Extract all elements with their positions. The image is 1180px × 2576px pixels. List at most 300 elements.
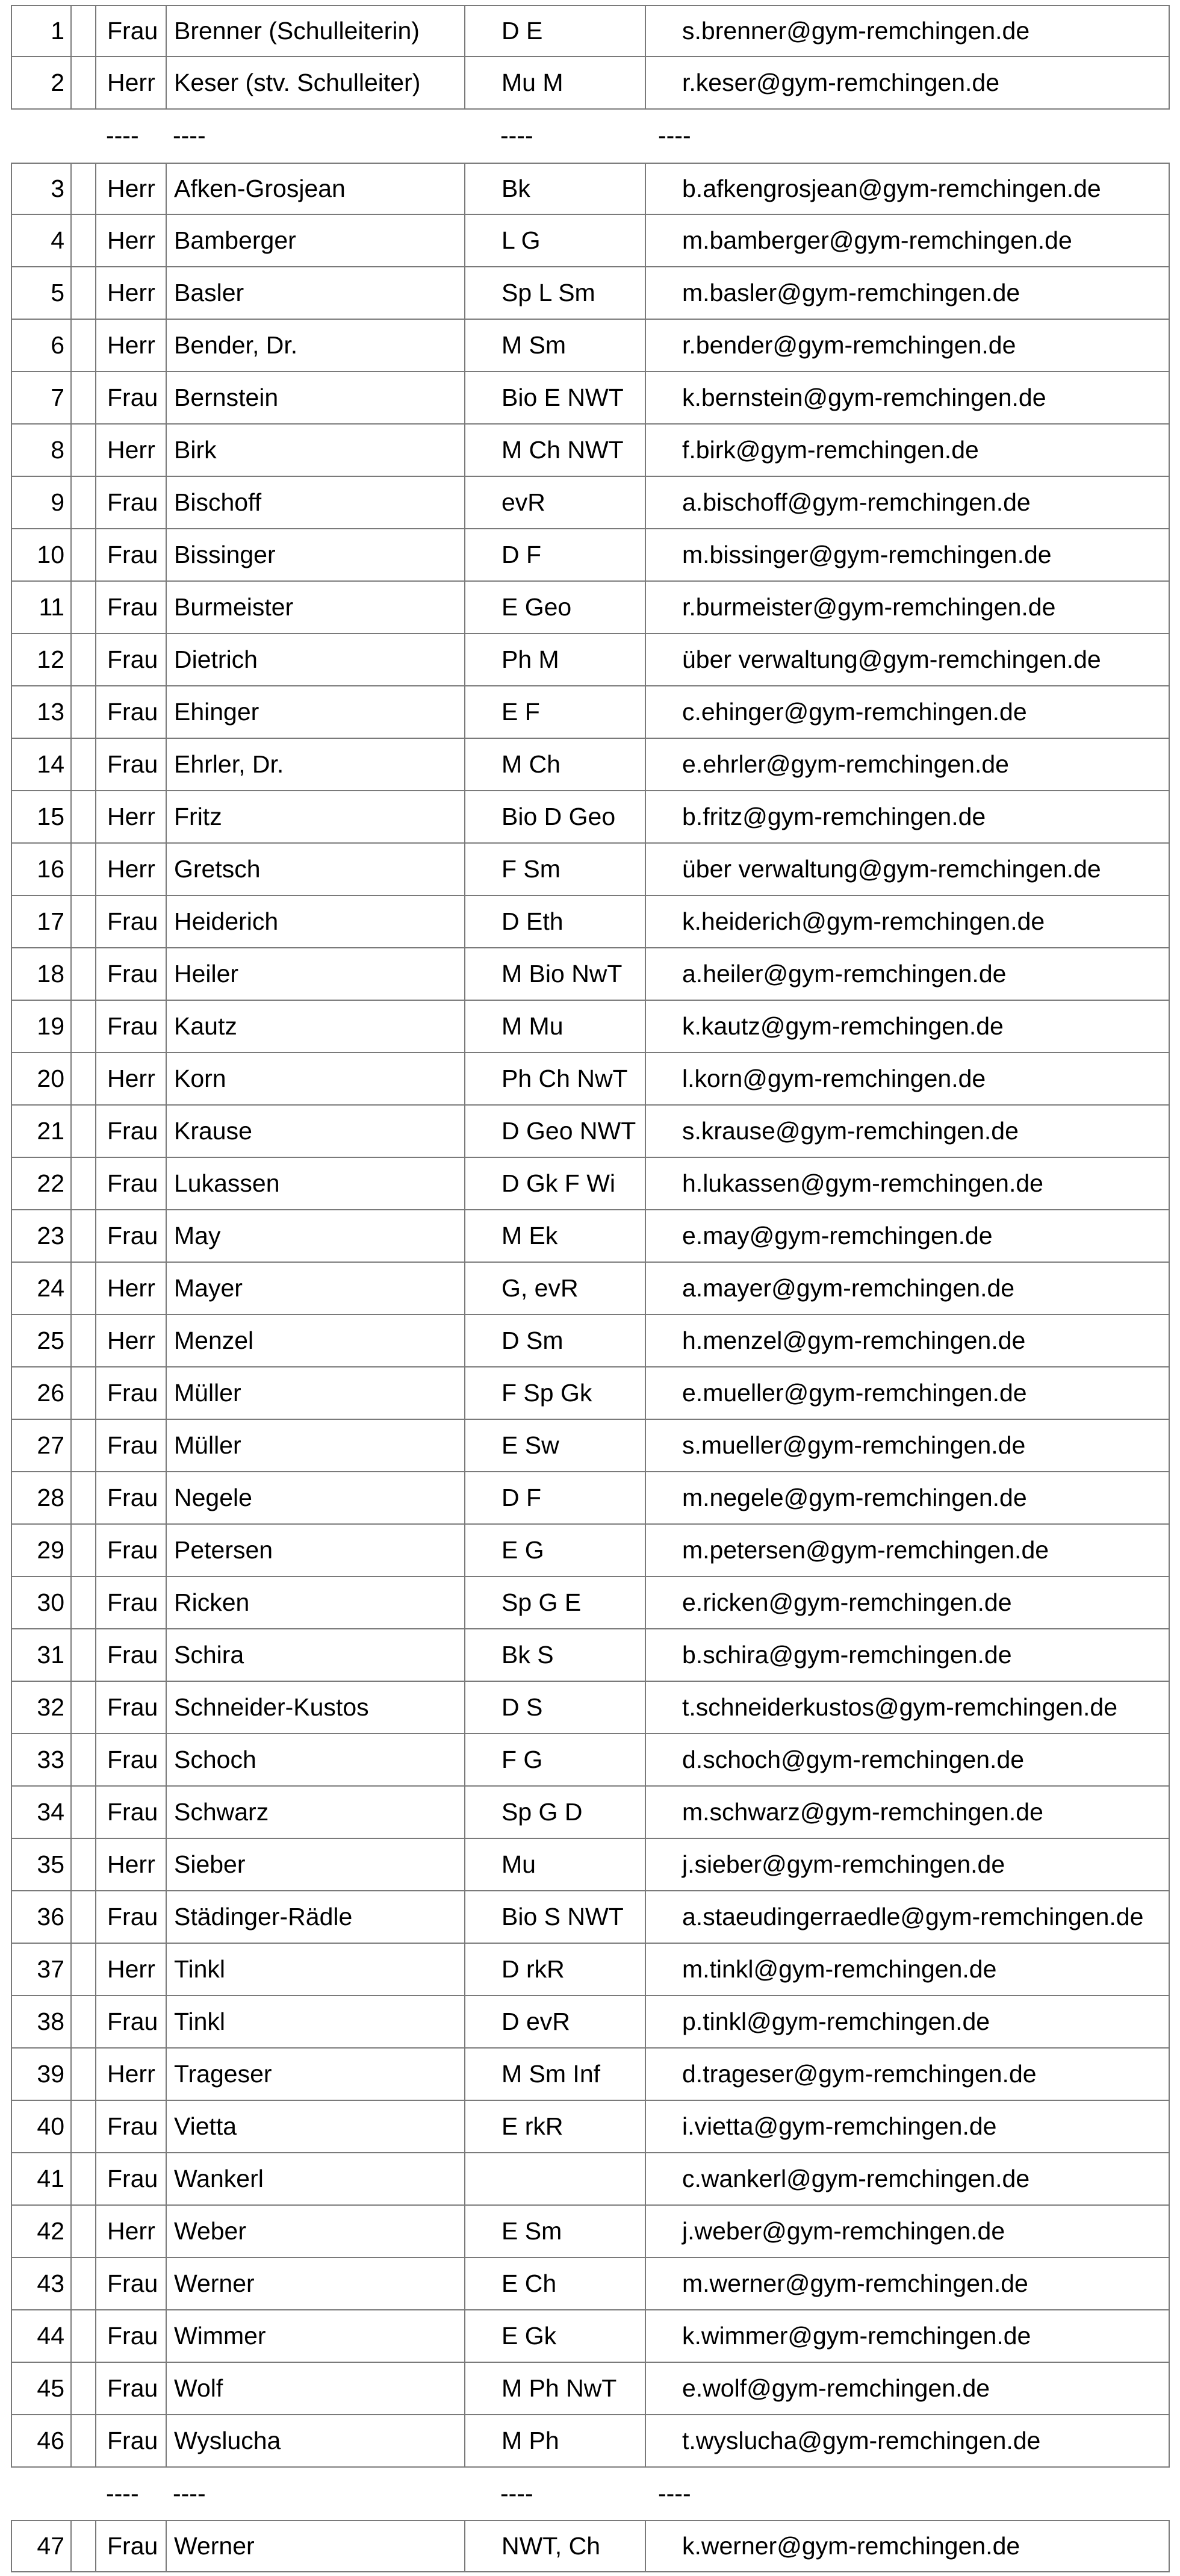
row-number: 33 <box>12 1734 72 1785</box>
email-link[interactable]: f.birk@gym-remchingen.de <box>682 436 979 464</box>
empty-cell <box>72 1577 96 1628</box>
email-link[interactable]: k.wimmer@gym-remchingen.de <box>682 2322 1031 2350</box>
subjects: D Gk F Wi <box>465 1158 646 1209</box>
salutation: Frau <box>96 686 167 738</box>
table-row <box>11 896 1170 948</box>
teacher-name: Bischoff <box>167 477 465 528</box>
subjects: M Sm <box>465 320 646 371</box>
table-row <box>11 2310 1170 2363</box>
subjects: D evR <box>465 1996 646 2047</box>
empty-cell <box>72 948 96 1000</box>
empty-cell <box>72 1996 96 2047</box>
salutation: Frau <box>96 2415 167 2466</box>
table-row <box>11 1210 1170 1263</box>
separator-email: ---- <box>658 122 691 149</box>
row-number: 27 <box>12 1420 72 1471</box>
table-row <box>11 1787 1170 1839</box>
subjects: M Bio NwT <box>465 948 646 1000</box>
empty-cell <box>72 425 96 476</box>
row-number: 39 <box>12 2049 72 2100</box>
table-row <box>11 372 1170 425</box>
salutation: Frau <box>96 1106 167 1157</box>
empty-cell <box>72 1629 96 1681</box>
salutation: Frau <box>96 1367 167 1419</box>
table-row <box>11 634 1170 686</box>
email-link[interactable]: m.petersen@gym-remchingen.de <box>682 1536 1049 1564</box>
salutation: Herr <box>96 1053 167 1104</box>
subjects: Mu <box>465 1839 646 1890</box>
subjects: Bk <box>465 164 646 214</box>
empty-cell <box>72 844 96 895</box>
email-link[interactable]: e.may@gym-remchingen.de <box>682 1222 993 1249</box>
table-row <box>11 5 1170 57</box>
table-row <box>11 1263 1170 1315</box>
email-link[interactable]: r.burmeister@gym-remchingen.de <box>682 593 1056 621</box>
empty-cell <box>72 1734 96 1785</box>
row-number: 2 <box>12 57 72 108</box>
table-row <box>11 2049 1170 2101</box>
separator-row <box>11 110 1170 162</box>
salutation: Frau <box>96 1629 167 1681</box>
teacher-name: Wimmer <box>167 2310 465 2362</box>
salutation: Frau <box>96 1787 167 1838</box>
email-link[interactable]: a.heiler@gym-remchingen.de <box>682 960 1007 988</box>
email-link[interactable]: m.basler@gym-remchingen.de <box>682 279 1020 306</box>
salutation: Frau <box>96 896 167 947</box>
separator-row <box>11 2468 1170 2520</box>
subjects: M Mu <box>465 1001 646 1052</box>
teacher-name: Vietta <box>167 2101 465 2152</box>
teacher-name: May <box>167 1210 465 1262</box>
empty-cell <box>72 1001 96 1052</box>
row-number: 34 <box>12 1787 72 1838</box>
subjects: M Ph NwT <box>465 2363 646 2414</box>
teacher-name: Burmeister <box>167 582 465 633</box>
teacher-name: Negele <box>167 1472 465 1523</box>
teacher-name: Bender, Dr. <box>167 320 465 371</box>
table-row <box>11 1315 1170 1367</box>
teacher-name: Dietrich <box>167 634 465 685</box>
salutation: Herr <box>96 57 167 108</box>
empty-cell <box>72 320 96 371</box>
teacher-name: Heiler <box>167 948 465 1000</box>
row-number: 42 <box>12 2206 72 2257</box>
subjects: Bio S NWT <box>465 1891 646 1943</box>
empty-cell <box>72 529 96 580</box>
email-link[interactable]: s.mueller@gym-remchingen.de <box>682 1431 1026 1459</box>
table-row <box>11 1577 1170 1629</box>
email-link[interactable]: m.bamberger@gym-remchingen.de <box>682 226 1072 254</box>
table-row <box>11 844 1170 896</box>
teacher-name: Bissinger <box>167 529 465 580</box>
table-row <box>11 1944 1170 1996</box>
table-row <box>11 1734 1170 1787</box>
table-row <box>11 686 1170 739</box>
subjects: M Ch <box>465 739 646 790</box>
table-row <box>11 2153 1170 2206</box>
salutation: Herr <box>96 1944 167 1995</box>
empty-cell <box>72 1472 96 1523</box>
email-link[interactable]: c.ehinger@gym-remchingen.de <box>682 698 1027 726</box>
row-number: 25 <box>12 1315 72 1366</box>
table-row <box>11 1839 1170 1891</box>
empty-cell <box>72 2153 96 2204</box>
subjects: D rkR <box>465 1944 646 1995</box>
email-link[interactable]: p.tinkl@gym-remchingen.de <box>682 2008 990 2035</box>
email-link[interactable]: r.bender@gym-remchingen.de <box>682 331 1016 359</box>
subjects: E Sw <box>465 1420 646 1471</box>
row-number: 43 <box>12 2258 72 2309</box>
salutation: Herr <box>96 2049 167 2100</box>
separator-salutation: ---- <box>106 2480 139 2507</box>
salutation: Herr <box>96 791 167 842</box>
teacher-name: Ehrler, Dr. <box>167 739 465 790</box>
empty-cell <box>72 1106 96 1157</box>
subjects: evR <box>465 477 646 528</box>
teacher-name: Städinger-Rädle <box>167 1891 465 1943</box>
salutation: Frau <box>96 1420 167 1471</box>
subjects: E G <box>465 1525 646 1576</box>
empty-cell <box>72 2206 96 2257</box>
email-link[interactable]: r.keser@gym-remchingen.de <box>682 69 999 96</box>
empty-cell <box>72 164 96 214</box>
email-link[interactable]: k.bernstein@gym-remchingen.de <box>682 384 1046 411</box>
salutation: Frau <box>96 2258 167 2309</box>
subjects: L G <box>465 215 646 266</box>
salutation: Frau <box>96 2363 167 2414</box>
email-link[interactable]: über verwaltung@gym-remchingen.de <box>682 855 1101 883</box>
row-number: 41 <box>12 2153 72 2204</box>
row-number: 30 <box>12 1577 72 1628</box>
empty-cell <box>72 1367 96 1419</box>
email-link[interactable]: m.schwarz@gym-remchingen.de <box>682 1798 1043 1826</box>
email-link[interactable]: e.mueller@gym-remchingen.de <box>682 1379 1027 1407</box>
email-link[interactable]: e.ricken@gym-remchingen.de <box>682 1588 1012 1616</box>
salutation: Frau <box>96 1891 167 1943</box>
salutation: Frau <box>96 1577 167 1628</box>
email-link[interactable]: l.korn@gym-remchingen.de <box>682 1065 986 1092</box>
table-row <box>11 1420 1170 1472</box>
subjects: M Sm Inf <box>465 2049 646 2100</box>
subjects: F Sm <box>465 844 646 895</box>
row-number: 6 <box>12 320 72 371</box>
table-row <box>11 1996 1170 2049</box>
table-row <box>11 529 1170 582</box>
row-number: 1 <box>12 6 72 56</box>
separator-name: ---- <box>173 2480 206 2507</box>
table-row <box>11 1106 1170 1158</box>
email-link[interactable]: j.sieber@gym-remchingen.de <box>682 1850 1005 1878</box>
salutation: Herr <box>96 844 167 895</box>
teacher-name: Wolf <box>167 2363 465 2414</box>
subjects: Bk S <box>465 1629 646 1681</box>
email-link[interactable]: s.krause@gym-remchingen.de <box>682 1117 1019 1145</box>
row-number: 17 <box>12 896 72 947</box>
row-number: 45 <box>12 2363 72 2414</box>
table-row <box>11 2258 1170 2310</box>
salutation: Frau <box>96 948 167 1000</box>
email-link[interactable]: a.staeudingerraedle@gym-remchingen.de <box>682 1903 1144 1930</box>
salutation: Frau <box>96 634 167 685</box>
subjects: Ph M <box>465 634 646 685</box>
empty-cell <box>72 686 96 738</box>
salutation: Frau <box>96 2310 167 2362</box>
teacher-name: Wankerl <box>167 2153 465 2204</box>
row-number: 29 <box>12 1525 72 1576</box>
empty-cell <box>72 1839 96 1890</box>
table-row <box>11 1525 1170 1577</box>
subjects: Sp L Sm <box>465 267 646 319</box>
table-row <box>11 2520 1170 2572</box>
teacher-name: Tinkl <box>167 1944 465 1995</box>
teacher-name: Afken-Grosjean <box>167 164 465 214</box>
salutation: Herr <box>96 320 167 371</box>
salutation: Herr <box>96 1315 167 1366</box>
row-number: 22 <box>12 1158 72 1209</box>
row-number: 28 <box>12 1472 72 1523</box>
email-link[interactable]: über verwaltung@gym-remchingen.de <box>682 646 1101 673</box>
subjects: Mu M <box>465 57 646 108</box>
empty-cell <box>72 2415 96 2466</box>
email-link[interactable]: h.menzel@gym-remchingen.de <box>682 1327 1026 1354</box>
empty-cell <box>72 267 96 319</box>
empty-cell <box>72 2310 96 2362</box>
empty-cell <box>72 1787 96 1838</box>
subjects: NWT, Ch <box>465 2521 646 2571</box>
subjects: D S <box>465 1682 646 1733</box>
email-link[interactable]: s.brenner@gym-remchingen.de <box>682 17 1030 45</box>
teacher-name: Tinkl <box>167 1996 465 2047</box>
teacher-name: Fritz <box>167 791 465 842</box>
subjects: D Sm <box>465 1315 646 1366</box>
subjects: M Ph <box>465 2415 646 2466</box>
teacher-name: Keser (stv. Schulleiter) <box>167 57 465 108</box>
subjects: D E <box>465 6 646 56</box>
teacher-name: Schira <box>167 1629 465 1681</box>
table-row <box>11 739 1170 791</box>
table-row <box>11 163 1170 215</box>
table-row <box>11 320 1170 372</box>
separator-email: ---- <box>658 2480 691 2507</box>
email-link[interactable]: m.bissinger@gym-remchingen.de <box>682 541 1052 568</box>
row-number: 13 <box>12 686 72 738</box>
row-number: 47 <box>12 2521 72 2571</box>
row-number: 12 <box>12 634 72 685</box>
email-link[interactable]: k.heiderich@gym-remchingen.de <box>682 907 1045 935</box>
empty-cell <box>72 1263 96 1314</box>
email-link[interactable]: b.fritz@gym-remchingen.de <box>682 803 986 830</box>
subjects: Bio E NWT <box>465 372 646 423</box>
teacher-name: Wyslucha <box>167 2415 465 2466</box>
row-number: 23 <box>12 1210 72 1262</box>
salutation: Frau <box>96 372 167 423</box>
email-link[interactable]: a.bischoff@gym-remchingen.de <box>682 488 1031 516</box>
salutation: Frau <box>96 2153 167 2204</box>
teacher-name: Müller <box>167 1420 465 1471</box>
salutation: Frau <box>96 2101 167 2152</box>
row-number: 46 <box>12 2415 72 2466</box>
row-number: 36 <box>12 1891 72 1943</box>
salutation: Herr <box>96 164 167 214</box>
empty-cell <box>72 1315 96 1366</box>
table-row <box>11 425 1170 477</box>
teacher-name: Heiderich <box>167 896 465 947</box>
empty-cell <box>72 2101 96 2152</box>
salutation: Frau <box>96 1996 167 2047</box>
salutation: Frau <box>96 1734 167 1785</box>
subjects: Ph Ch NwT <box>465 1053 646 1104</box>
teacher-name: Bamberger <box>167 215 465 266</box>
subjects: Bio D Geo <box>465 791 646 842</box>
empty-cell <box>72 791 96 842</box>
email-link[interactable]: e.ehrler@gym-remchingen.de <box>682 750 1009 778</box>
separator-subjects: ---- <box>500 122 533 149</box>
table-row <box>11 1367 1170 1420</box>
table-row <box>11 57 1170 110</box>
teacher-name: Krause <box>167 1106 465 1157</box>
email-link[interactable]: h.lukassen@gym-remchingen.de <box>682 1169 1043 1197</box>
table-row <box>11 1472 1170 1525</box>
table-row <box>11 1891 1170 1944</box>
email-link[interactable]: a.mayer@gym-remchingen.de <box>682 1274 1015 1302</box>
empty-cell <box>72 477 96 528</box>
email-link[interactable]: t.wyslucha@gym-remchingen.de <box>682 2427 1041 2454</box>
separator-salutation: ---- <box>106 122 139 149</box>
email-link[interactable]: b.schira@gym-remchingen.de <box>682 1641 1012 1669</box>
teacher-name: Ricken <box>167 1577 465 1628</box>
separator-name: ---- <box>173 122 206 149</box>
teacher-name: Brenner (Schulleiterin) <box>167 6 465 56</box>
table-row <box>11 2206 1170 2258</box>
row-number: 26 <box>12 1367 72 1419</box>
empty-cell <box>72 57 96 108</box>
subjects: E Gk <box>465 2310 646 2362</box>
email-link[interactable]: c.wankerl@gym-remchingen.de <box>682 2165 1030 2192</box>
row-number: 9 <box>12 477 72 528</box>
email-link[interactable]: j.weber@gym-remchingen.de <box>682 2217 1005 2245</box>
email-link[interactable]: t.schneiderkustos@gym-remchingen.de <box>682 1693 1118 1721</box>
row-number: 14 <box>12 739 72 790</box>
empty-cell <box>72 372 96 423</box>
empty-cell <box>72 1944 96 1995</box>
salutation: Frau <box>96 1001 167 1052</box>
table-row <box>11 2101 1170 2153</box>
row-number: 32 <box>12 1682 72 1733</box>
table-row <box>11 1682 1170 1734</box>
teacher-name: Korn <box>167 1053 465 1104</box>
empty-cell <box>72 215 96 266</box>
subjects: D Geo NWT <box>465 1106 646 1157</box>
teacher-name: Schneider-Kustos <box>167 1682 465 1733</box>
row-number: 3 <box>12 164 72 214</box>
row-number: 31 <box>12 1629 72 1681</box>
salutation: Herr <box>96 1839 167 1890</box>
empty-cell <box>72 2521 96 2571</box>
row-number: 5 <box>12 267 72 319</box>
teacher-name: Bernstein <box>167 372 465 423</box>
subjects: E rkR <box>465 2101 646 2152</box>
email-link[interactable]: m.negele@gym-remchingen.de <box>682 1484 1027 1511</box>
subjects: F Sp Gk <box>465 1367 646 1419</box>
salutation: Frau <box>96 477 167 528</box>
teacher-name: Basler <box>167 267 465 319</box>
empty-cell <box>72 1210 96 1262</box>
subjects: D F <box>465 1472 646 1523</box>
table-row <box>11 215 1170 267</box>
row-number: 19 <box>12 1001 72 1052</box>
empty-cell <box>72 739 96 790</box>
row-number: 4 <box>12 215 72 266</box>
salutation: Frau <box>96 739 167 790</box>
table-row <box>11 791 1170 844</box>
table-row <box>11 1158 1170 1210</box>
email-link[interactable]: d.schoch@gym-remchingen.de <box>682 1746 1025 1773</box>
salutation: Frau <box>96 582 167 633</box>
teacher-name: Lukassen <box>167 1158 465 1209</box>
row-number: 24 <box>12 1263 72 1314</box>
teacher-name: Schwarz <box>167 1787 465 1838</box>
salutation: Herr <box>96 267 167 319</box>
separator-subjects: ---- <box>500 2480 533 2507</box>
empty-cell <box>72 634 96 685</box>
empty-cell <box>72 2258 96 2309</box>
row-number: 20 <box>12 1053 72 1104</box>
teacher-name: Weber <box>167 2206 465 2257</box>
table-row <box>11 1001 1170 1053</box>
salutation: Herr <box>96 215 167 266</box>
empty-cell <box>72 1158 96 1209</box>
subjects: F G <box>465 1734 646 1785</box>
salutation: Herr <box>96 2206 167 2257</box>
email-link[interactable]: i.vietta@gym-remchingen.de <box>682 2112 997 2140</box>
email-link[interactable]: d.trageser@gym-remchingen.de <box>682 2060 1037 2088</box>
row-number: 21 <box>12 1106 72 1157</box>
row-number: 35 <box>12 1839 72 1890</box>
row-number: 37 <box>12 1944 72 1995</box>
teacher-name: Petersen <box>167 1525 465 1576</box>
table-row <box>11 2415 1170 2468</box>
subjects: D Eth <box>465 896 646 947</box>
empty-cell <box>72 582 96 633</box>
salutation: Frau <box>96 1472 167 1523</box>
empty-cell <box>72 1891 96 1943</box>
empty-cell <box>72 6 96 56</box>
teacher-name: Schoch <box>167 1734 465 1785</box>
salutation: Frau <box>96 1525 167 1576</box>
row-number: 8 <box>12 425 72 476</box>
teacher-name: Sieber <box>167 1839 465 1890</box>
email-link[interactable]: k.kautz@gym-remchingen.de <box>682 1012 1004 1040</box>
email-link[interactable]: k.werner@gym-remchingen.de <box>682 2532 1020 2560</box>
subjects: M Ek <box>465 1210 646 1262</box>
subjects <box>465 2153 646 2204</box>
subjects: E F <box>465 686 646 738</box>
subjects: E Ch <box>465 2258 646 2309</box>
table-row <box>11 477 1170 529</box>
empty-cell <box>72 2049 96 2100</box>
email-link[interactable]: e.wolf@gym-remchingen.de <box>682 2374 990 2402</box>
row-number: 44 <box>12 2310 72 2362</box>
email-link[interactable]: m.werner@gym-remchingen.de <box>682 2270 1028 2297</box>
subjects: D F <box>465 529 646 580</box>
salutation: Frau <box>96 1158 167 1209</box>
email-link[interactable]: b.afkengrosjean@gym-remchingen.de <box>682 175 1101 202</box>
email-link[interactable]: m.tinkl@gym-remchingen.de <box>682 1955 997 1983</box>
teacher-name: Trageser <box>167 2049 465 2100</box>
table-row <box>11 582 1170 634</box>
subjects: E Sm <box>465 2206 646 2257</box>
table-row <box>11 2363 1170 2415</box>
